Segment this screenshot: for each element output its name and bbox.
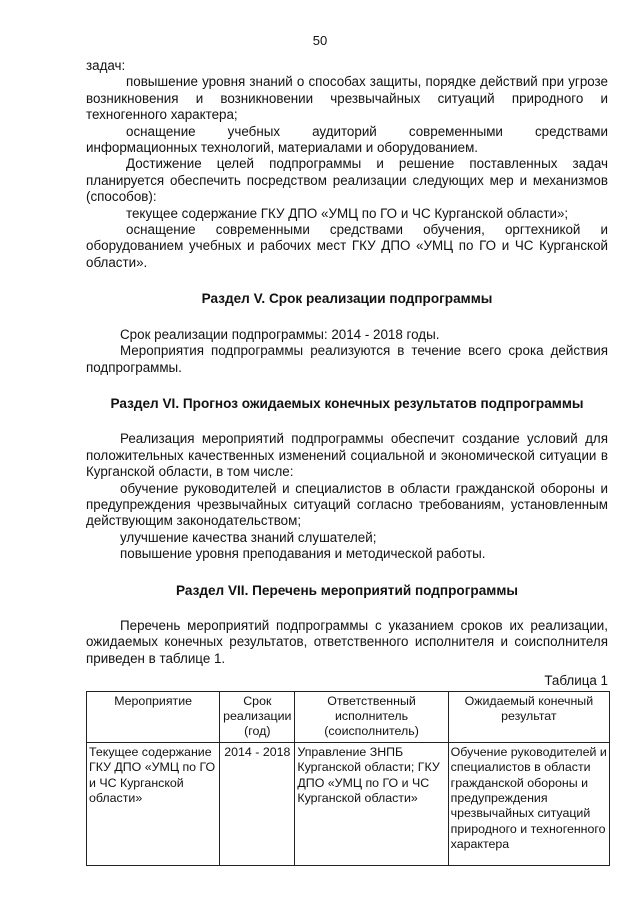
section-7-heading: Раздел VII. Перечень мероприятий подпрограммы [175, 582, 518, 598]
paragraph: улучшение качества знаний слушателей; [120, 529, 377, 545]
page-number: 50 [312, 33, 328, 48]
paragraph: Срок реализации подпрограммы: 2014 - 2018 годы. [120, 326, 440, 342]
table-header-row [87, 691, 610, 742]
cell-executor: Управление ЗНПБ Курганской области; ГКУ ДПО «УМЦ по ГО и ЧС Курганской области» [295, 742, 448, 865]
paragraph: Мероприятия подпрограммы реализуются в течение всего срока действия подпрограммы. [86, 343, 608, 375]
section-6-heading: Раздел VI. Прогноз ожидаемых конечных результатов подпрограммы [110, 395, 584, 411]
table-row [87, 742, 610, 865]
header-measure: Мероприятие [87, 691, 220, 742]
document-body [86, 58, 608, 866]
paragraph: Реализация мероприятий подпрограммы обеспечит создание условий для положительных качественных изменений социальной и экономической ситуации в Курганской области, в том числе: [86, 431, 608, 480]
header-result: Ожидаемый конечный результат [448, 691, 609, 742]
paragraph: оснащение современными средствами обучения, оргтехникой и оборудованием учебных и рабочих мест ГКУ ДПО «УМЦ по ГО и ЧС Курганской области». [86, 222, 608, 270]
measures-table [86, 691, 610, 866]
cell-measure: Текущее содержание ГКУ ДПО «УМЦ по ГО и ЧС Курганской области» [87, 742, 220, 865]
section-5-heading: Раздел V. Срок реализации подпрограммы [201, 291, 493, 307]
header-executor: Ответственный исполнитель (соисполнитель) [295, 691, 448, 742]
table-caption: Таблица 1 [544, 673, 608, 689]
paragraph: повышение уровня преподавания и методической работы. [120, 546, 486, 562]
paragraph: повышение уровня знаний о способах защиты, порядке действий при угрозе возникновения и возникновении чрезвычайных ситуаций природного и техногенного характера; [86, 74, 608, 123]
paragraph: Перечень мероприятий подпрограммы с указанием сроков их реализации, ожидаемых конечных результатов, ответственного исполнителя и соисполнителя приведен в таблице 1. [86, 617, 608, 666]
paragraph: задач: [86, 58, 126, 73]
paragraph: текущее содержание ГКУ ДПО «УМЦ по ГО и ЧС Курганской области»; [126, 205, 569, 221]
paragraph: Достижение целей подпрограммы и решение поставленных задач планируется обеспечить посредством реализации следующих мер и механизмов (способов): [86, 156, 608, 205]
cell-period: 2014 - 2018 [220, 742, 295, 865]
header-period: Срок реализации (год) [220, 691, 295, 742]
paragraph: оснащение учебных аудиторий современными средствами информационных технологий, материалами и оборудованием. [86, 123, 608, 156]
cell-result: Обучение руководителей и специалистов в области гражданской обороны и предупреждения чрезвычайных ситуаций природного и техногенного характера [448, 742, 609, 865]
paragraph: обучение руководителей и специалистов в области гражданской обороны и предупреждения чрезвычайных ситуаций согласно требованиям, установленным действующим законодательством; [86, 480, 608, 529]
